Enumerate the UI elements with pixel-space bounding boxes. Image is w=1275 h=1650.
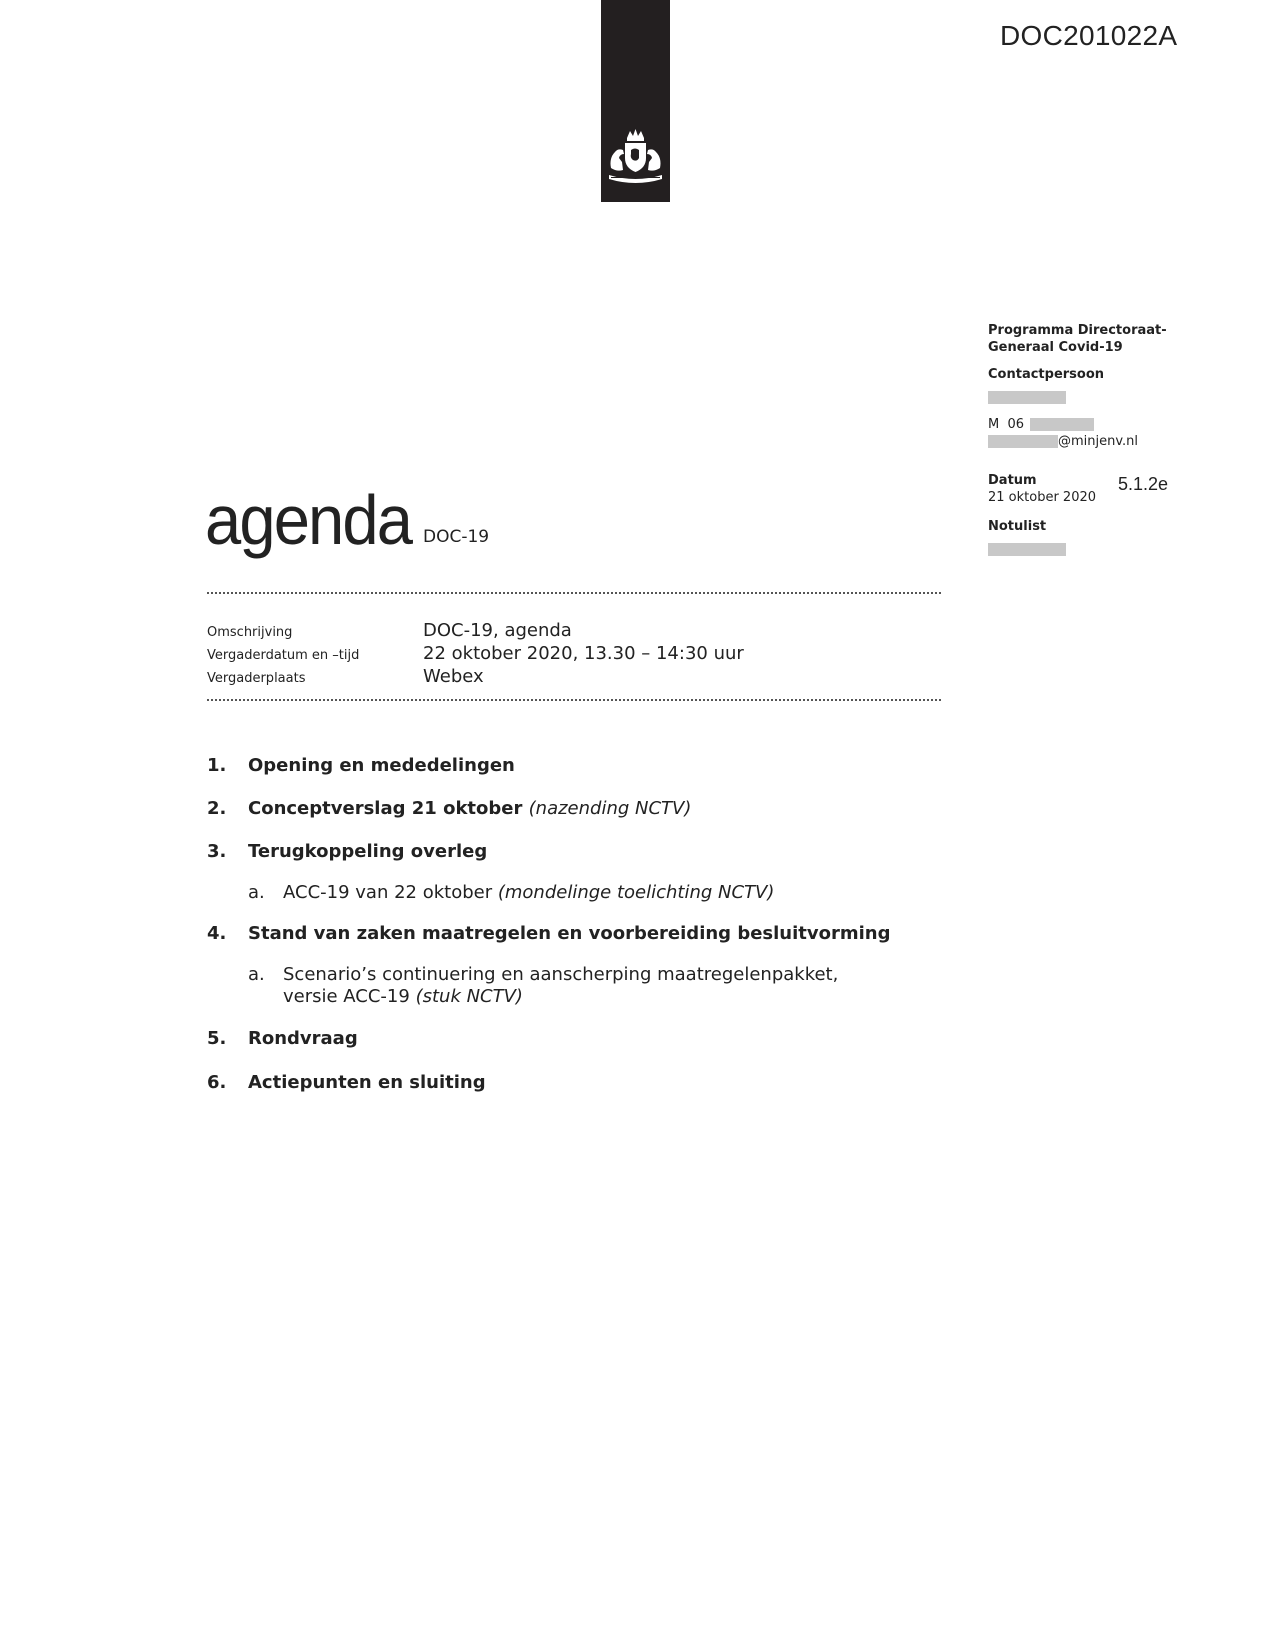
document-title (205, 481, 490, 559)
phone-prefix: M 06 (988, 417, 1025, 432)
subitem-text: ACC-19 van 22 oktober (283, 882, 493, 903)
agenda-item (207, 755, 947, 777)
date-label: Datum (988, 473, 1037, 488)
minutes-label: Notulist (988, 519, 1047, 534)
date-value: 21 oktober 2020 (988, 490, 1097, 505)
redaction-block (988, 435, 1058, 448)
meta-label: Vergaderplaats (207, 671, 306, 686)
redaction-block (988, 543, 1066, 556)
item-number: 6. (207, 1072, 227, 1093)
redaction-code: 5.1.2e (1118, 474, 1169, 494)
agenda-subitem (207, 882, 947, 904)
sidebar (988, 322, 1218, 558)
document-number: DOC201022A (1000, 20, 1178, 51)
divider (207, 592, 941, 594)
agenda-item (207, 923, 947, 945)
agenda-item (207, 841, 947, 863)
agenda-item (207, 1072, 947, 1094)
organisation-line2: Generaal Covid-19 (988, 340, 1123, 355)
rijksoverheid-coat-of-arms-icon (603, 128, 668, 188)
meta-label: Omschrijving (207, 625, 293, 640)
agenda-list (207, 755, 947, 1115)
item-number: 5. (207, 1028, 227, 1049)
item-number: 4. (207, 923, 227, 944)
meta-value: Webex (423, 666, 484, 687)
item-title: Terugkoppeling overleg (248, 841, 488, 862)
subitem-text: Scenario’s continuering en aanscherping maatregelenpakket, versie ACC-19 (283, 964, 839, 1007)
contact-label: Contactpersoon (988, 367, 1105, 382)
item-number: 3. (207, 841, 227, 862)
item-note: (nazending NCTV) (528, 798, 692, 819)
item-number: 2. (207, 798, 227, 819)
redaction-block (988, 391, 1066, 404)
organisation-line1: Programma Directoraat- (988, 323, 1167, 338)
agenda-subitem (207, 964, 883, 1008)
agenda-item (207, 798, 947, 820)
subitem-note: (mondelinge toelichting NCTV) (497, 882, 775, 903)
agenda-item (207, 1028, 947, 1050)
email-suffix: @minjenv.nl (1058, 434, 1139, 449)
title-word: agenda (205, 481, 412, 559)
item-title: Opening en mededelingen (248, 755, 515, 776)
item-title: Conceptverslag 21 oktober (248, 798, 523, 819)
item-title: Rondvraag (248, 1028, 358, 1049)
meta-value: DOC-19, agenda (423, 620, 572, 641)
redaction-block (1030, 418, 1094, 431)
logo-bar (601, 0, 670, 202)
title-code: DOC-19 (423, 527, 490, 547)
subitem-letter: a. (248, 964, 265, 985)
item-number: 1. (207, 755, 227, 776)
divider (207, 699, 941, 701)
subitem-note: (stuk NCTV) (415, 986, 523, 1007)
subitem-letter: a. (248, 882, 265, 903)
meta-value: 22 oktober 2020, 13.30 – 14:30 uur (423, 643, 744, 664)
item-title: Stand van zaken maatregelen en voorbereiding besluitvorming (248, 923, 891, 944)
meta-label: Vergaderdatum en –tijd (207, 648, 360, 663)
item-title: Actiepunten en sluiting (248, 1072, 486, 1093)
